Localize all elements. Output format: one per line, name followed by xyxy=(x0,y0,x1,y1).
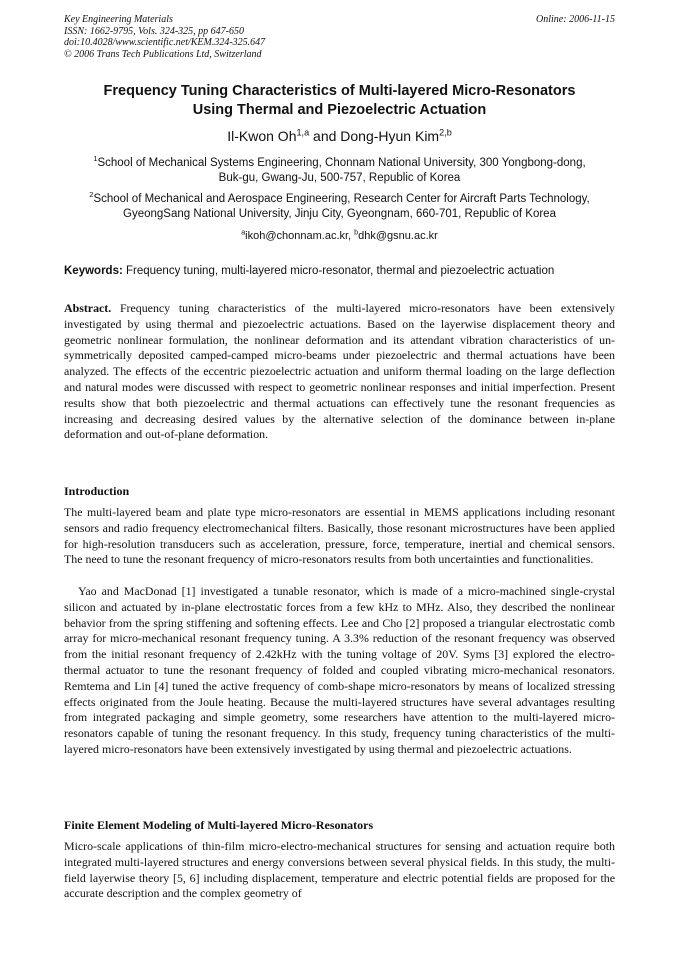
running-header xyxy=(64,14,615,60)
title-line-2: Using Thermal and Piezoelectric Actuation xyxy=(192,102,487,118)
author-2-affiliation-mark: 2,b xyxy=(439,127,452,138)
introduction-paragraph-1: The multi-layered beam and plate type micro-resonators are essential in MEMS applications including resonant sensors and radio frequency electromechanical filters. Basically, those resonant microstructures have been applied for high-resolution transducers such as acceleration, pressure, force, temperature, inertial and chemical sensors. The need to tune the resonant frequency of micro-resonators results from both uncertainties and functionalities. xyxy=(64,505,615,567)
section-heading-fem: Finite Element Modeling of Multi-layered Micro-Resonators xyxy=(64,818,374,832)
copyright-line: © 2006 Trans Tech Publications Ltd, Switzerland xyxy=(64,48,262,60)
issn-line: ISSN: 1662-9795, Vols. 324-325, pp 647-650 xyxy=(64,25,244,37)
doi-line: doi:10.4028/www.scientific.net/KEM.324-325.647 xyxy=(64,37,266,48)
email-b: dhk@gsnu.ac.kr xyxy=(358,230,438,242)
journal-name: Key Engineering Materials xyxy=(64,14,173,25)
author-joiner: and xyxy=(309,128,341,144)
affiliation-2-line-2: GyeongSang National University, Jinju City, Gyeongnam, 660-701, Republic of Korea xyxy=(123,208,556,220)
affiliation-1-line-1: School of Mechanical Systems Engineering, Chonnam National University, 300 Yongbong-dong, xyxy=(97,157,586,169)
author-list xyxy=(64,127,615,145)
affiliation-1-mark: 1 xyxy=(93,154,98,164)
affiliation-2 xyxy=(64,192,615,222)
affiliation-1-line-2: Buk-gu, Gwang-Ju, 500-757, Republic of Korea xyxy=(218,172,461,184)
author-1: Il-Kwon Oh xyxy=(227,128,297,144)
email-b-mark: b xyxy=(354,228,359,237)
keywords-label: Keywords: xyxy=(64,265,123,277)
fem-paragraph-1: Micro-scale applications of thin-film micro-electro-mechanical structures for sensing and actuation require both integrated multi-layered structures and energy conversions between several physical fields. In this study, the multi-field layerwise theory [5, 6] including displacement, temperature and electric potential fields are proposed for the accurate description and the complex geometry of xyxy=(64,839,615,901)
paper-title xyxy=(64,82,615,120)
keywords-text: Frequency tuning, multi-layered micro-resonator, thermal and piezoelectric actuation xyxy=(122,265,555,277)
title-line-1: Frequency Tuning Characteristics of Multi-layered Micro-Resonators xyxy=(103,83,576,99)
author-emails xyxy=(64,229,615,243)
introduction-paragraph-2: Yao and MacDonad [1] investigated a tunable resonator, which is made of a micro-machined single-crystal silicon and actuated by in-plane electrostatic forces from a few kHz to MHz. Also, they described the nonlinear behavior from the spring stiffening and softening effects. Lee and Cho [2] proposed a triangular electrostatic comb array for micro-mechanical resonant frequency tuning. A 3.3% reduction of the resonant frequency was observed from the initial resonant frequency of 2.42kHz with the tuning voltage of 20V. Syms [3] explored the electro-thermal actuator to tune the resonant frequency of folded and coupled vibrating micro-mechanical resonators. Remtema and Lin [4] tuned the active frequency of comb-shape micro-resonators by means of localized stressing effects originated from the Joule heating. Because the multi-layered structures have several advantages resulting from integrated packaging and simple geometry, some researchers have attention to the multi-layered micro-resonators capable of tuning the resonant frequency. In this study, frequency tuning characteristics of the multi-layered micro-resonators have been extensively investigated by using thermal and piezoelectric actuations. xyxy=(64,584,615,756)
affiliation-2-mark: 2 xyxy=(89,190,94,200)
keywords xyxy=(64,264,615,279)
abstract-label: Abstract. xyxy=(64,301,112,315)
email-a: ikoh@chonnam.ac.kr, xyxy=(245,230,355,242)
email-a-mark: a xyxy=(241,228,246,237)
abstract-text: Frequency tuning characteristics of the multi-layered micro-resonators have been extensively investigated by using thermal and piezoelectric actuations. Based on the layerwise displacement theory and geometric nonlinear formulation, the nonlinear deformation and its attendant vibration characteristics of un-symmetrically deposited camped-camped micro-beams under piezoelectric and thermal actuations have been analyzed. The effects of the eccentric piezoelectric actuation and uniform thermal loading on the large deflection and natural modes were discussed with respect to geometric nonlinear responses and initial imperfection. Present results show that both piezoelectric and thermal actuations can effectively tune the resonant frequencies as increasing and decreasing desired values by the alternative selection of the dominance between in-plane deformation and out-of-plane deformation. xyxy=(64,301,615,442)
author-1-affiliation-mark: 1,a xyxy=(296,127,310,138)
section-heading-introduction: Introduction xyxy=(64,484,130,498)
abstract xyxy=(64,301,615,443)
online-date: Online: 2006-11-15 xyxy=(536,14,615,25)
affiliation-1 xyxy=(64,156,615,186)
affiliation-2-line-1: School of Mechanical and Aerospace Engineering, Research Center for Aircraft Parts Technology, xyxy=(93,193,590,205)
author-2: Dong-Hyun Kim xyxy=(340,128,440,144)
